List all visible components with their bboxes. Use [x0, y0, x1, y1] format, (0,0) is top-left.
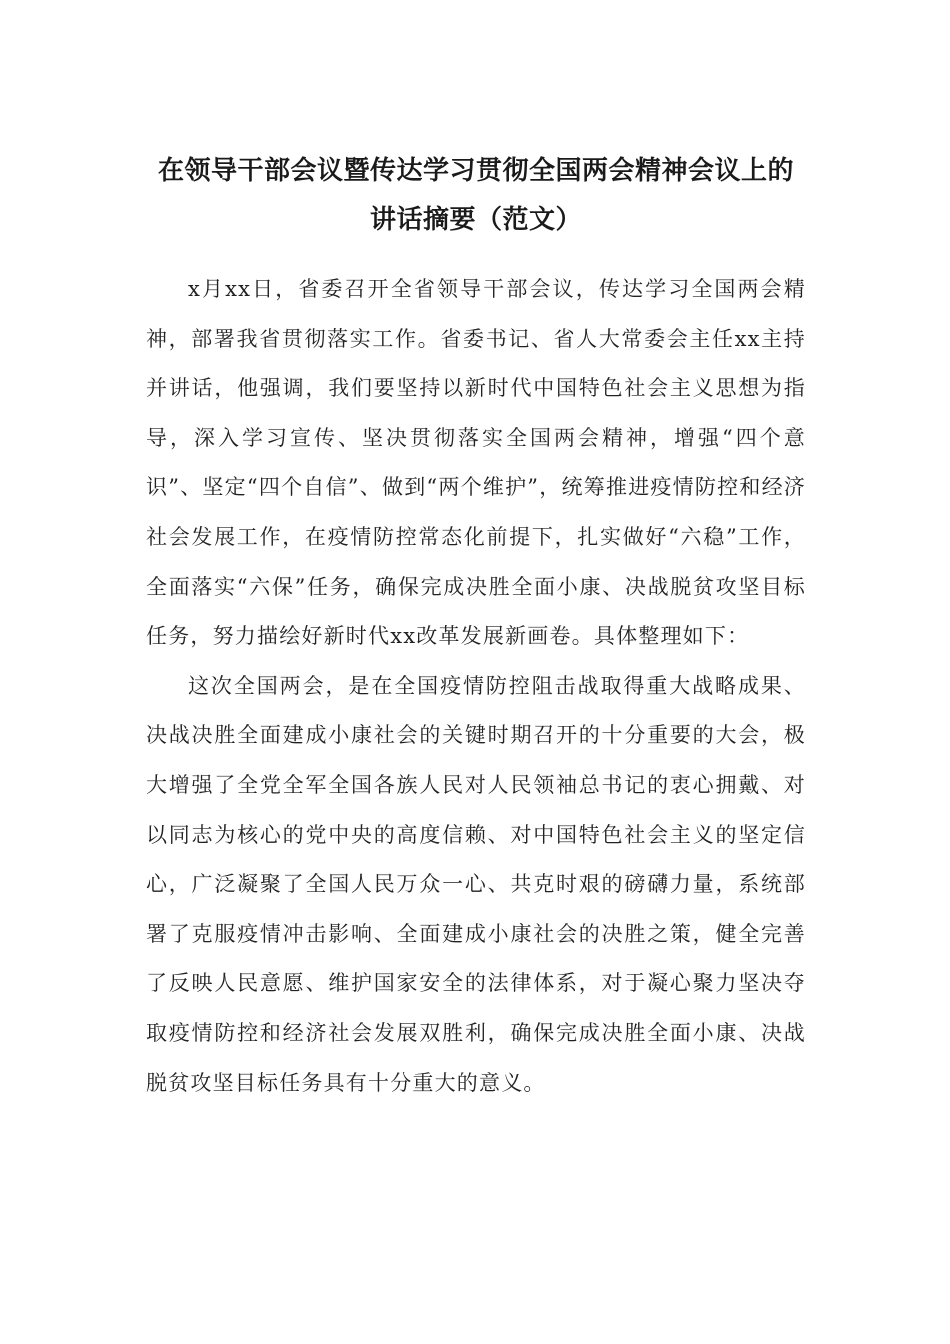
document-body [146, 265, 806, 1108]
paragraph-1: x月xx日，省委召开全省领导干部会议，传达学习全国两会精神，部署我省贯彻落实工作。省委书记、省人大常委会主任xx主持并讲话，他强调，我们要坚持以新时代中国特色社会主义思想为指导，深入学习宣传、坚决贯彻落实全国两会精神，增强“四个意识”、坚定“四个自信”、做到“两个维护”，统筹推进疫情防控和经济社会发展工作，在疫情防控常态化前提下，扎实做好“六稳”工作，全面落实“六保”任务，确保完成决胜全面小康、决战脱贫攻坚目标任务，努力描绘好新时代xx改革发展新画卷。具体整理如下： [146, 277, 806, 649]
paragraph-2: 这次全国两会，是在全国疫情防控阻击战取得重大战略成果、决战决胜全面建成小康社会的关键时期召开的十分重要的大会，极大增强了全党全军全国各族人民对人民领袖总书记的衷心拥戴、对以同志为核心的党中央的高度信赖、对中国特色社会主义的坚定信心，广泛凝聚了全国人民万众一心、共克时艰的磅礴力量，系统部署了克服疫情冲击影响、全面建成小康社会的决胜之策，健全完善了反映人民意愿、维护国家安全的法律体系，对于凝心聚力坚决夺取疫情防控和经济社会发展双胜利，确保完成决胜全面小康、决战脱贫攻坚目标任务具有十分重大的意义。 [146, 673, 806, 1095]
document-title: 在领导干部会议暨传达学习贯彻全国两会精神会议上的讲话摘要（范文） [157, 156, 794, 235]
